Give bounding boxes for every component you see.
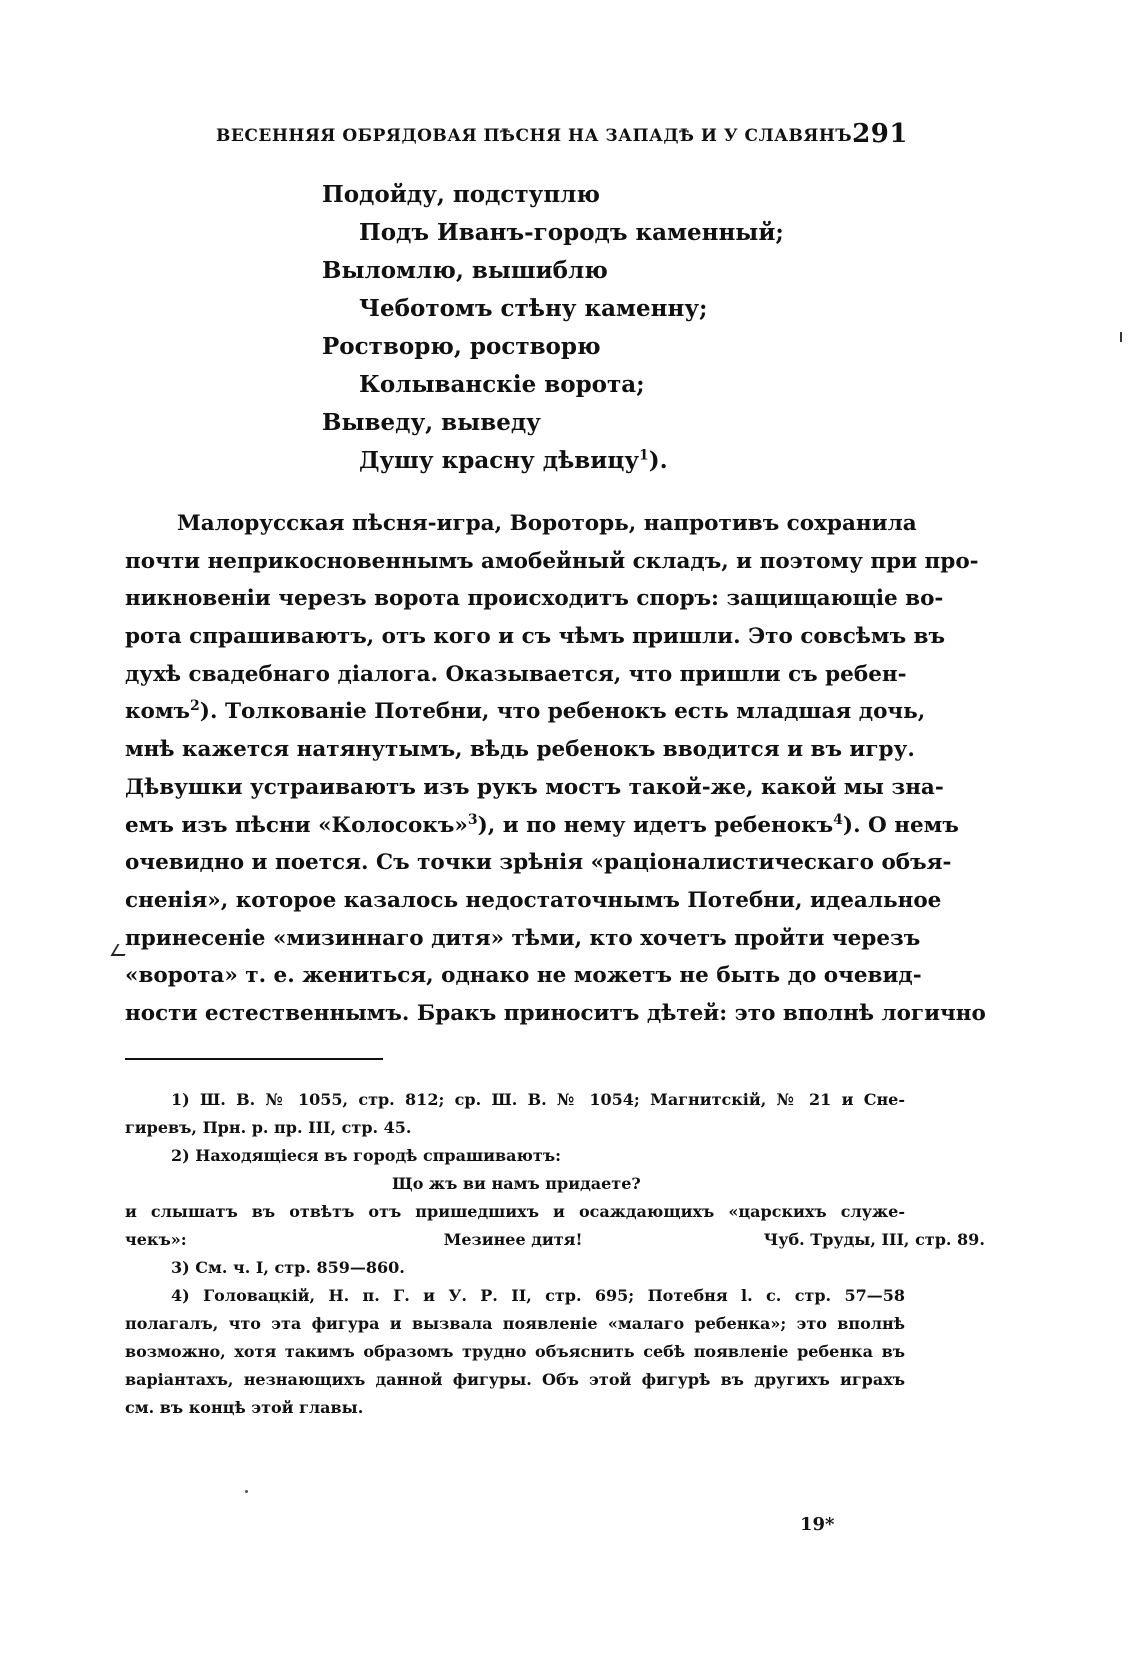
footnote-2-source: Чуб. Труды, III, стр. 89. — [763, 1230, 985, 1249]
stray-dot — [245, 1490, 248, 1493]
margin-mark — [1120, 332, 1122, 342]
printer-signature: 19* — [800, 1514, 835, 1535]
poem-line-tail: ). — [648, 447, 668, 474]
body-line — [125, 807, 959, 845]
body-line: мнѣ кажется натянутымъ, вѣдь ребенокъ вводится и въ игру. — [125, 737, 915, 763]
footnote-ref-4: 4 — [833, 811, 843, 828]
body-line-text: комъ — [125, 699, 191, 725]
body-line-middle: ), и по нему идетъ ребенокъ — [477, 812, 834, 838]
body-line: духѣ свадебнаго діалога. Оказывается, что пришли съ ребен- — [125, 661, 907, 687]
footnote-4-line: 4) Головацкій, Н. п. Г. и У. Р. II, стр. 695; Потебня l. c. стр. 57—58 — [171, 1286, 905, 1305]
body-line: принесеніе «мизиннаго дитя» тѣми, кто хочетъ пройти черезъ — [125, 925, 921, 951]
footnote-4-line: возможно, хотя такимъ образомъ трудно объяснить себѣ появленіе ребенка въ — [125, 1342, 905, 1361]
footnote-1-line: гиревъ, Прн. р. пр. III, стр. 45. — [125, 1118, 412, 1137]
footnote-4-line: см. въ концѣ этой главы. — [125, 1398, 364, 1417]
body-line: почти неприкосновеннымъ амобейный складъ, и поэтому при про- — [125, 548, 979, 574]
poem-line: Подойду, подступлю — [322, 181, 600, 208]
footnote-2-answer-row — [125, 1226, 985, 1254]
body-line-text: емъ изъ пѣсни «Колосокъ» — [125, 812, 468, 838]
body-line: очевидно и поется. Съ точки зрѣнія «раціоналистическаго объя- — [125, 850, 952, 876]
poem-line: Подъ Иванъ-городъ каменный; — [359, 219, 784, 246]
footnote-1-line: 1) Ш. В. № 1055, стр. 812; ср. Ш. В. № 1054; Магнитскій, № 21 и Сне- — [171, 1090, 905, 1109]
footnotes-block — [125, 1086, 985, 1422]
footnote-2-quote: Що жъ ви намъ придаете? — [392, 1174, 641, 1193]
poem-line: Чеботомъ стѣну каменну; — [359, 295, 708, 322]
footnote-2-line: чекъ»: — [125, 1230, 187, 1249]
footnote-2-line: и слышатъ въ отвѣтъ отъ пришедшихъ и осаждающихъ «царскихъ служе- — [125, 1202, 905, 1221]
poem-line: Выведу, выведу — [322, 409, 541, 436]
running-title: ВЕСЕННЯЯ ОБРЯДОВАЯ ПѢСНЯ НА ЗАПАДѢ И У СЛАВЯНЪ. — [216, 126, 859, 146]
footnote-4-line: варіантахъ, незнающихъ данной фигуры. Объ этой фигурѣ въ другихъ играхъ — [125, 1370, 905, 1389]
footnote-4-line: полагалъ, что эта фигура и вызвала появленіе «малаго ребенка»; это вполнѣ — [125, 1314, 905, 1333]
footnote-ref-1: 1 — [639, 447, 649, 464]
footnote-2-answer: Мезинее дитя! — [443, 1230, 583, 1249]
body-line: сненія», которое казалось недостаточнымъ Потебни, идеальное — [125, 887, 942, 913]
body-line: «ворота» т. е. жениться, однако не можетъ не быть до очевид- — [125, 963, 922, 989]
footnote-2-line: 2) Находящіеся въ городѣ спрашиваютъ: — [171, 1146, 561, 1165]
poem-block — [322, 176, 784, 480]
body-line-tail: ). Толкованіе Потебни, что ребенокъ есть младшая дочь, — [199, 699, 926, 725]
page-number: 291 — [852, 119, 908, 149]
footnote-3: 3) См. ч. I, стр. 859—860. — [171, 1258, 405, 1277]
body-line: никновеніи черезъ ворота происходитъ споръ: защищающіе во- — [125, 586, 944, 612]
running-head — [216, 114, 908, 154]
body-paragraph — [125, 505, 986, 1033]
poem-line: Колыванскіе ворота; — [359, 371, 645, 398]
footnote-ref-3: 3 — [467, 811, 478, 828]
body-line-tail: ). О немъ — [842, 812, 959, 838]
body-line: ности естественнымъ. Бракъ приноситъ дѣтей: это вполнѣ логично — [125, 1000, 986, 1026]
body-line: рота спрашиваютъ, отъ кого и съ чѣмъ пришли. Это совсѣмъ въ — [125, 624, 945, 650]
footnote-divider — [125, 1058, 383, 1060]
body-line: Дѣвушки устраиваютъ изъ рукъ мостъ такой-же, какой мы зна- — [125, 774, 944, 800]
footnote-ref-2: 2 — [190, 698, 200, 715]
poem-line: Ростворю, ростворю — [322, 333, 601, 360]
poem-line-last — [322, 442, 784, 480]
poem-line: Выломлю, вышиблю — [322, 257, 608, 284]
body-line: Малорусская пѣсня-игра, Вороторь, напротивъ сохранила — [177, 511, 917, 536]
body-line — [125, 693, 926, 731]
poem-line-text: Душу красну дѣвицу — [359, 447, 640, 474]
